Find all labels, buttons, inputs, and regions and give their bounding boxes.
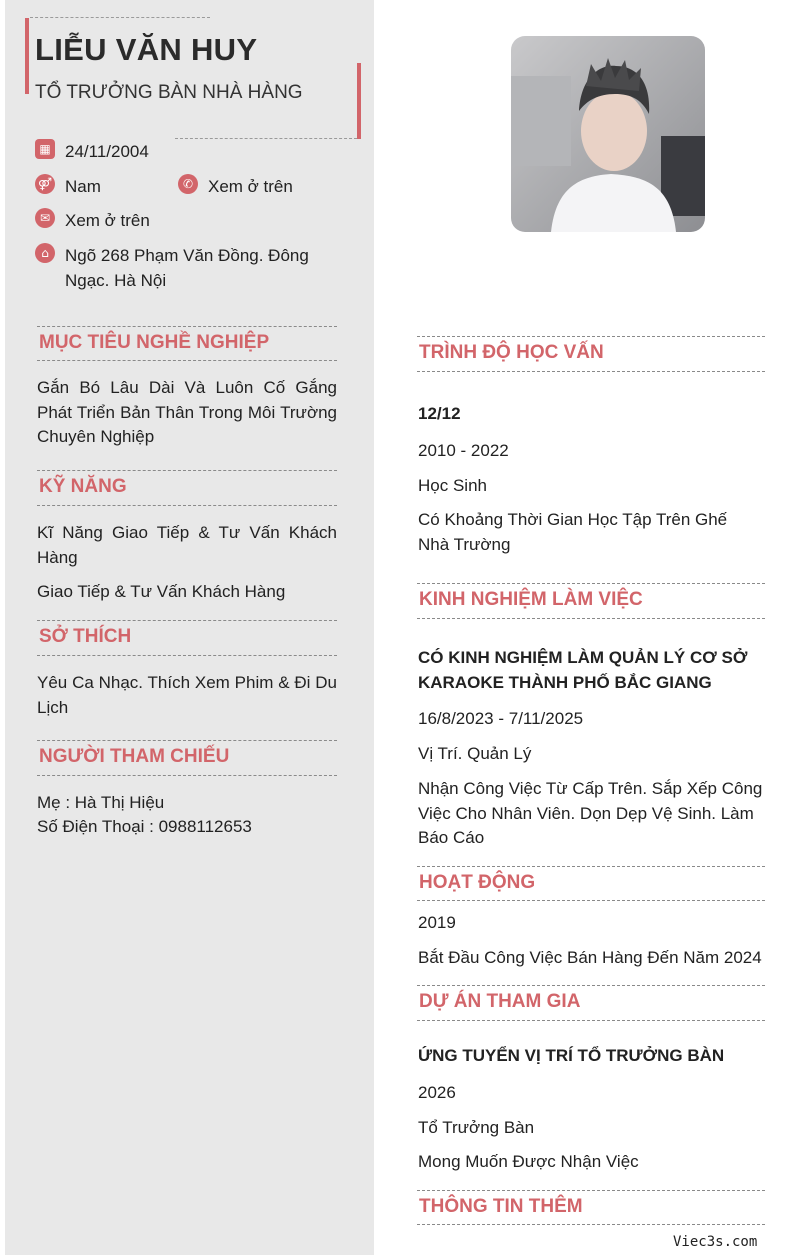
projects-heading: DỰ ÁN THAM GIA (419, 991, 581, 1012)
experience-desc: Nhận Công Việc Từ Cấp Trên. Sắp Xếp Công Việc Cho Nhân Viên. Dọn Dẹp Vệ Sinh. Làm Báo Cáo (418, 779, 763, 847)
project-name: ỨNG TUYỂN VỊ TRÍ TỔ TRƯỞNG BÀN (418, 1046, 725, 1065)
project-desc: Mong Muốn Được Nhận Việc (418, 1152, 639, 1171)
activities-rule-top (417, 866, 765, 867)
objective-heading: MỤC TIÊU NGHỀ NGHIỆP (39, 332, 270, 353)
education-period: 2010 - 2022 (418, 441, 509, 460)
calendar-icon: ▦ (35, 139, 55, 159)
skill-item: Giao Tiếp & Tư Vấn Khách Hàng (37, 582, 286, 601)
education-rule-top (417, 336, 765, 337)
phone-text: Xem ở trên (208, 177, 293, 196)
activities-heading: HOẠT ĐỘNG (419, 872, 536, 893)
project-role: Tổ Trưởng Bàn (418, 1118, 535, 1137)
reference-rule-bottom (37, 775, 337, 776)
title-rule (175, 138, 357, 139)
objective-rule-top (37, 326, 337, 327)
objective-text: Gắn Bó Lâu Dài Và Luôn Cố Gắng Phát Triển Bản Thân Trong Môi Trường Chuyên Nghiệp (37, 378, 337, 446)
experience-position: Vị Trí. Quản Lý (418, 744, 532, 763)
email-text: Xem ở trên (65, 211, 150, 230)
gender-text: Nam (65, 177, 101, 196)
hobbies-rule-top (37, 620, 337, 621)
footer-watermark: Viec3s.com (673, 1234, 758, 1250)
name-accent-bar (25, 18, 29, 94)
education-school: 12/12 (418, 404, 461, 423)
activities-desc: Bắt Đầu Công Việc Bán Hàng Đến Năm 2024 (418, 948, 762, 967)
experience-rule-bottom (417, 618, 765, 619)
profile-photo (511, 36, 705, 232)
more-rule-bottom (417, 1224, 765, 1225)
home-icon: ⌂ (35, 243, 55, 263)
experience-rule-top (417, 583, 765, 584)
reference-heading: NGƯỜI THAM CHIẾU (39, 746, 230, 767)
reference-name: Mẹ : Hà Thị Hiệu (37, 793, 165, 812)
title-accent-bar (357, 63, 361, 139)
skills-heading: KỸ NĂNG (39, 476, 127, 497)
reference-rule-top (37, 740, 337, 741)
skills-rule-bottom (37, 505, 337, 506)
activities-rule-bottom (417, 900, 765, 901)
objective-rule-bottom (37, 360, 337, 361)
hobbies-rule-bottom (37, 655, 337, 656)
experience-period: 16/8/2023 - 7/11/2025 (418, 709, 584, 728)
activities-year: 2019 (418, 913, 456, 932)
job-title: TỔ TRƯỞNG BÀN NHÀ HÀNG (35, 82, 303, 103)
more-heading: THÔNG TIN THÊM (419, 1196, 583, 1217)
education-desc: Có Khoảng Thời Gian Học Tập Trên Ghế Nhà Trường (418, 510, 728, 554)
skill-item: Kĩ Năng Giao Tiếp & Tư Vấn Khách Hàng (37, 523, 337, 567)
reference-phone: Số Điện Thoại : 0988112653 (37, 817, 252, 836)
education-role: Học Sinh (418, 476, 487, 495)
experience-heading: KINH NGHIỆM LÀM VIỆC (419, 589, 643, 610)
hobbies-heading: SỞ THÍCH (39, 626, 132, 647)
projects-rule-bottom (417, 1020, 765, 1021)
envelope-icon: ✉ (35, 208, 55, 228)
name-top-rule (30, 17, 210, 18)
candidate-name: LIỄU VĂN HUY (35, 32, 258, 67)
projects-rule-top (417, 985, 765, 986)
education-rule-bottom (417, 371, 765, 372)
phone-icon: ✆ (178, 174, 198, 194)
project-year: 2026 (418, 1083, 456, 1102)
education-heading: TRÌNH ĐỘ HỌC VẤN (419, 342, 604, 363)
gender-icon: ⚤ (35, 174, 55, 194)
birthday-text: 24/11/2004 (65, 142, 149, 161)
hobbies-text: Yêu Ca Nhạc. Thích Xem Phim & Đi Du Lịch (37, 673, 337, 717)
experience-company: CÓ KINH NGHIỆM LÀM QUẢN LÝ CƠ SỞ KARAOKE THÀNH PHỐ BẮC GIANG (418, 648, 748, 692)
skills-rule-top (37, 470, 337, 471)
address-text: Ngõ 268 Phạm Văn Đồng. Đông Ngạc. Hà Nội (65, 246, 309, 290)
more-rule-top (417, 1190, 765, 1191)
